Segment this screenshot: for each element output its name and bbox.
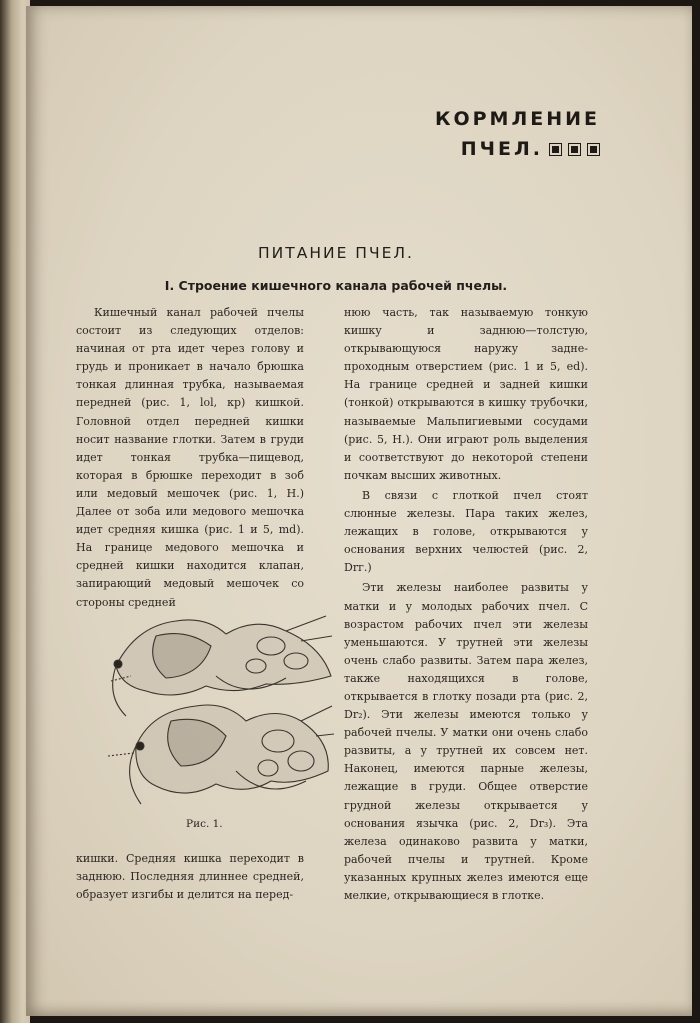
section-title: ПИТАНИЕ ПЧЕЛ. [258, 244, 414, 262]
left-column-continued [76, 850, 304, 904]
chapter-heading [435, 104, 600, 164]
bee-anatomy-figure [96, 606, 336, 814]
right-column [344, 304, 588, 905]
chapter-heading-line2-row [435, 134, 600, 164]
book-page [26, 6, 692, 1016]
chapter-heading-line1: КОРМЛЕНИЕ [434, 108, 600, 130]
chapter-heading-line2: ПЧЕЛ. [460, 138, 543, 160]
ornament-square-icon [549, 143, 562, 156]
section-subtitle: I. Строение кишечного канала рабочей пчелы. [164, 278, 508, 293]
left-paragraph: кишки. Средняя кишка переходит в заднюю. Последняя длиннее средней, образует изгибы и делится на перед- [76, 852, 304, 902]
ornament-square-icon [568, 143, 581, 156]
ornament-square-icon [587, 143, 600, 156]
right-paragraph: Эти железы наиболее развиты у матки и у молодых рабочих пчел. С возрастом рабочих пчел эти железы уменьшаются. У трутней эти железы очень слабо развиты. Затем пара желез, также находящихся в голове, открывается в глотку позади рта (рис. 2, Dr₂). Эти железы имеются только у рабочей пчелы. У матки они очень слабо развиты, а у трутней их совсем нет. Наконец, имеются парные железы, лежащие в груди. Общее отверстие грудной железы открывается у основания язычка (рис. 2, Dr₃). Эта железа одинаково развита у матки, рабочей пчелы и трутней. Кроме указанных крупных желез имеются еще мелкие, открывающиеся в глотке. [344, 581, 588, 902]
left-column [76, 304, 304, 612]
figure-caption: Рис. 1. [186, 818, 223, 830]
left-paragraph: Кишечный канал рабочей пчелы состоит из следующих отделов: начиная от рта идет через голову и грудь и проникает в начало брюшка тонкая длинная трубка, называемая передней (рис. 1, lol, кр) кишкой. Головной отдел передней кишки носит название глотки. Затем в груди идет тонкая трубка—пищевод, которая в брюшке переходит в зоб или медовый мешочек (рис. 1, Н.) Далее от зоба или медового мешочка идет средняя кишка (рис. 1 и 5, md). На границе медового мешочка и средней кишки находится клапан, запирающий медовый мешочек со стороны средней [76, 306, 304, 609]
right-paragraph: нюю часть, так называемую тонкую кишку и заднюю—толстую, открывающуюся наружу задне-проходным отверстием (рис. 1 и 5, ed). На границе средней и задней кишки (тонкой) открываются в кишку трубочки, называемые Мальпигиевыми сосудами (рис. 5, Н.). Они играют роль выделения и соответствуют до некоторой степени почкам высших животных. [344, 306, 588, 482]
right-paragraph: В связи с глоткой пчел стоят слюнные железы. Пара таких желез, лежащих в голове, открываются у основания верхних челюстей (рис. 2, Drг.) [344, 488, 588, 575]
